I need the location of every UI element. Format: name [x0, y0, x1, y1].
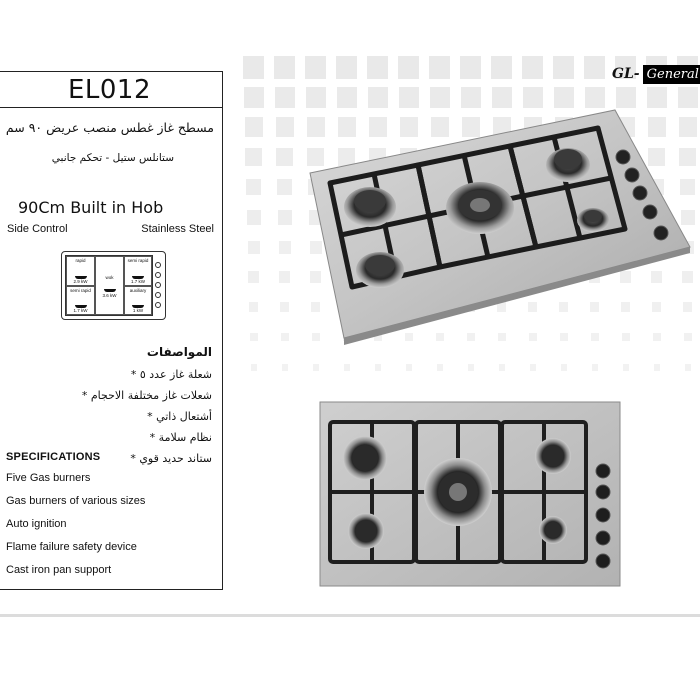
- pattern-tile: [398, 56, 419, 79]
- pattern-tile: [406, 364, 412, 371]
- hob-outline: [65, 255, 153, 316]
- pattern-tile: [243, 56, 264, 79]
- burner-cell-value: 1.7 kW: [130, 279, 145, 284]
- pattern-tile: [522, 56, 543, 79]
- pattern-tile: [276, 148, 293, 166]
- pattern-tile: [561, 364, 567, 371]
- side-control-label: Side Control: [7, 223, 68, 235]
- arabic-subtitle: ستانلس ستيل - تحكم جانبي: [51, 152, 174, 164]
- pattern-tile: [279, 271, 290, 283]
- pattern-tile: [305, 56, 326, 79]
- hob-perspective-image: [300, 95, 700, 355]
- pattern-tile: [274, 56, 295, 79]
- english-title: 90Cm Built in Hob: [18, 198, 164, 217]
- pattern-tile: [248, 271, 259, 283]
- arabic-spec-item: أشتعال ذاتي *: [147, 410, 212, 423]
- pattern-tile: [685, 364, 691, 371]
- english-spec-item: Cast iron pan support: [6, 564, 112, 576]
- knob-icon: [155, 272, 161, 278]
- spec-panel: [0, 108, 223, 590]
- pattern-tile: [276, 117, 294, 137]
- bottom-divider: [0, 614, 700, 617]
- burner-cell-label: wok: [105, 275, 114, 280]
- burner-cell-wok: [95, 256, 124, 315]
- knob-icon: [155, 302, 161, 308]
- burner-cell-label: auxiliary: [129, 288, 147, 293]
- pattern-tile: [275, 87, 295, 108]
- pattern-tile: [249, 302, 258, 312]
- knob-icon: [155, 262, 161, 268]
- model-box: [0, 71, 223, 108]
- brand-prefix: GL-: [612, 66, 640, 82]
- burner-cell-semi-rapid-left: [66, 286, 95, 315]
- pattern-tile: [246, 179, 261, 195]
- brand-name: General: [643, 65, 700, 84]
- burner-cell-rapid: [66, 256, 95, 286]
- hob-top-view-image: [318, 400, 623, 590]
- pattern-tile: [654, 364, 660, 371]
- pattern-tile: [592, 364, 598, 371]
- pattern-tile: [251, 364, 257, 371]
- knob-icon: [155, 282, 161, 288]
- pattern-tile: [277, 179, 292, 195]
- burner-cell-label: rapid: [75, 258, 86, 263]
- arabic-title: مسطح غاز غطس منصب عريض ٩٠ سم: [5, 120, 214, 135]
- arabic-spec-item: شعلات غاز مختلفة الاحجام *: [82, 389, 212, 402]
- pattern-tile: [244, 87, 264, 108]
- arabic-specs-heading: المواصفات: [146, 345, 212, 359]
- pattern-tile: [553, 56, 574, 79]
- stainless-label: Stainless Steel: [141, 223, 214, 235]
- pattern-tile: [282, 364, 288, 371]
- arabic-spec-item: شعلة غاز عدد ٥ *: [131, 368, 212, 381]
- burner-cell-value: 2.9 kW: [73, 279, 88, 284]
- pattern-tile: [245, 117, 263, 137]
- arabic-spec-item: نظام سلامة *: [150, 431, 212, 444]
- pattern-tile: [530, 364, 536, 371]
- pan-icon: [104, 289, 116, 292]
- pattern-tile: [247, 210, 261, 225]
- pattern-tile: [460, 56, 481, 79]
- pattern-tile: [437, 364, 443, 371]
- burner-cell-label: semi rapid: [70, 288, 91, 293]
- english-spec-item: Gas burners of various sizes: [6, 495, 146, 507]
- pattern-tile: [245, 148, 262, 166]
- pattern-tile: [278, 210, 292, 225]
- pattern-tile: [623, 364, 629, 371]
- english-spec-item: Five Gas burners: [6, 472, 91, 484]
- english-spec-item: Auto ignition: [6, 518, 67, 530]
- burner-cell-auxiliary: [124, 286, 152, 315]
- english-specs-heading: SPECIFICATIONS: [6, 451, 101, 463]
- burner-layout-diagram: [61, 251, 166, 320]
- arabic-spec-item: ستاند حديد قوي *: [130, 452, 212, 465]
- pattern-tile: [313, 364, 319, 371]
- burner-cell-semi-rapid-right: [124, 256, 152, 286]
- pattern-tile: [429, 56, 450, 79]
- pattern-tile: [468, 364, 474, 371]
- pattern-tile: [367, 56, 388, 79]
- pattern-tile: [499, 364, 505, 371]
- pattern-tile: [248, 241, 260, 254]
- pattern-tile: [281, 333, 289, 341]
- pattern-tile: [375, 364, 381, 371]
- burner-cell-value: 3.6 kW: [102, 293, 117, 298]
- pattern-tile: [279, 241, 291, 254]
- pattern-tile: [344, 364, 350, 371]
- pattern-tile: [250, 333, 258, 341]
- burner-cell-value: 1.7 kW: [73, 308, 88, 313]
- knob-icon: [155, 292, 161, 298]
- pattern-tile: [336, 56, 357, 79]
- brand-logo: [612, 63, 700, 85]
- pattern-tile: [491, 56, 512, 79]
- burner-cell-value: 1 kW: [132, 308, 144, 313]
- english-spec-item: Flame failure safety device: [6, 541, 137, 553]
- burner-cell-label: semi rapid: [127, 258, 149, 263]
- pattern-tile: [584, 56, 605, 79]
- pattern-tile: [280, 302, 289, 312]
- model-number: EL012: [67, 74, 152, 105]
